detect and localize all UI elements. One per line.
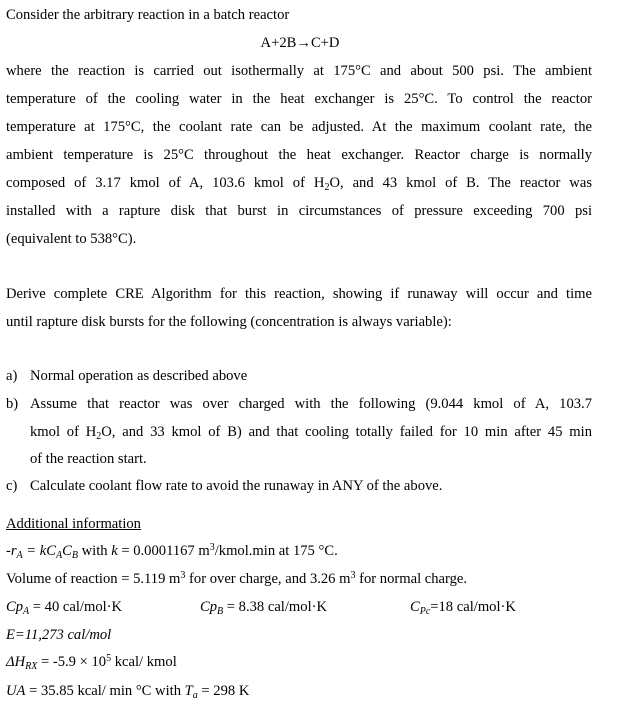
cp-c: $C_{Pc}=18$ cal/mol·K [410,599,516,617]
cp-a: $Cp_A = 40$ cal/mol·K [6,599,123,617]
list-item-a: Normal operation as described above [30,368,248,384]
cp-b: $Cp_B = 8.38$ cal/mol·K [200,599,328,617]
paragraph-line: ambient temperature is 25°C throughout the heat exchanger. Reactor charge is normally [6,147,592,163]
activation-energy: E=11,273 cal/mol [6,627,112,643]
paragraph-line: composed of 3.17 kmol of A, 103.6 kmol of $H_2O$, and 43 kmol of B. The reactor was [6,175,593,193]
task-line: Derive complete CRE Algorithm for this reaction, showing if runaway will occur and time [6,286,592,302]
heat-of-reaction: $\Delta H_{RX} = -5.9 \times 10^5$ kcal/ kmol [6,653,177,672]
list-marker-a: a) [6,368,18,384]
list-item-c: Calculate coolant flow rate to avoid the runaway in ANY of the above. [30,478,443,494]
list-item-b-line: Assume that reactor was over charged with the following (9.044 kmol of A, 103.7 [30,396,592,412]
additional-info-heading: Additional information [6,516,141,532]
intro-text: Consider the arbitrary reaction in a batch reactor [6,7,290,23]
reaction-volume: Volume of reaction = 5.119 $m^3$ for over charge, and 3.26 $m^3$ for normal charge. [6,570,468,587]
paragraph-line: (equivalent to 538°C). [6,231,137,247]
paragraph-line: where the reaction is carried out isothermally at 175°C and about 500 psi. The ambient [6,63,592,79]
paragraph-line: temperature at 175°C, the coolant rate can be adjusted. At the maximum coolant rate, the [6,119,592,135]
list-marker-c: c) [6,478,18,494]
task-line: until rapture disk bursts for the following (concentration is always variable): [6,314,452,330]
list-item-b-line: of the reaction start. [30,451,147,467]
reaction-equation: A+2B→C+D [260,35,340,51]
paragraph-line: temperature of the cooling water in the heat exchanger is 25°C. To control the reactor [6,91,592,107]
paragraph-line: installed with a rapture disk that burst in circumstances of pressure exceeding 700 psi [6,203,592,219]
list-marker-b: b) [6,396,19,412]
ua-value: UA = 35.85 kcal/ min °C with $T_a = 298$ K [6,683,250,701]
list-item-b-line: kmol of $H_2O$, and 33 kmol of B) and that cooling totally failed for 10 min after 45 min [30,424,592,442]
rate-law: $-r_A = kC_AC_B$ with k = 0.0001167 $m^3/kmol.\min$ at 175 °C. [6,542,338,561]
